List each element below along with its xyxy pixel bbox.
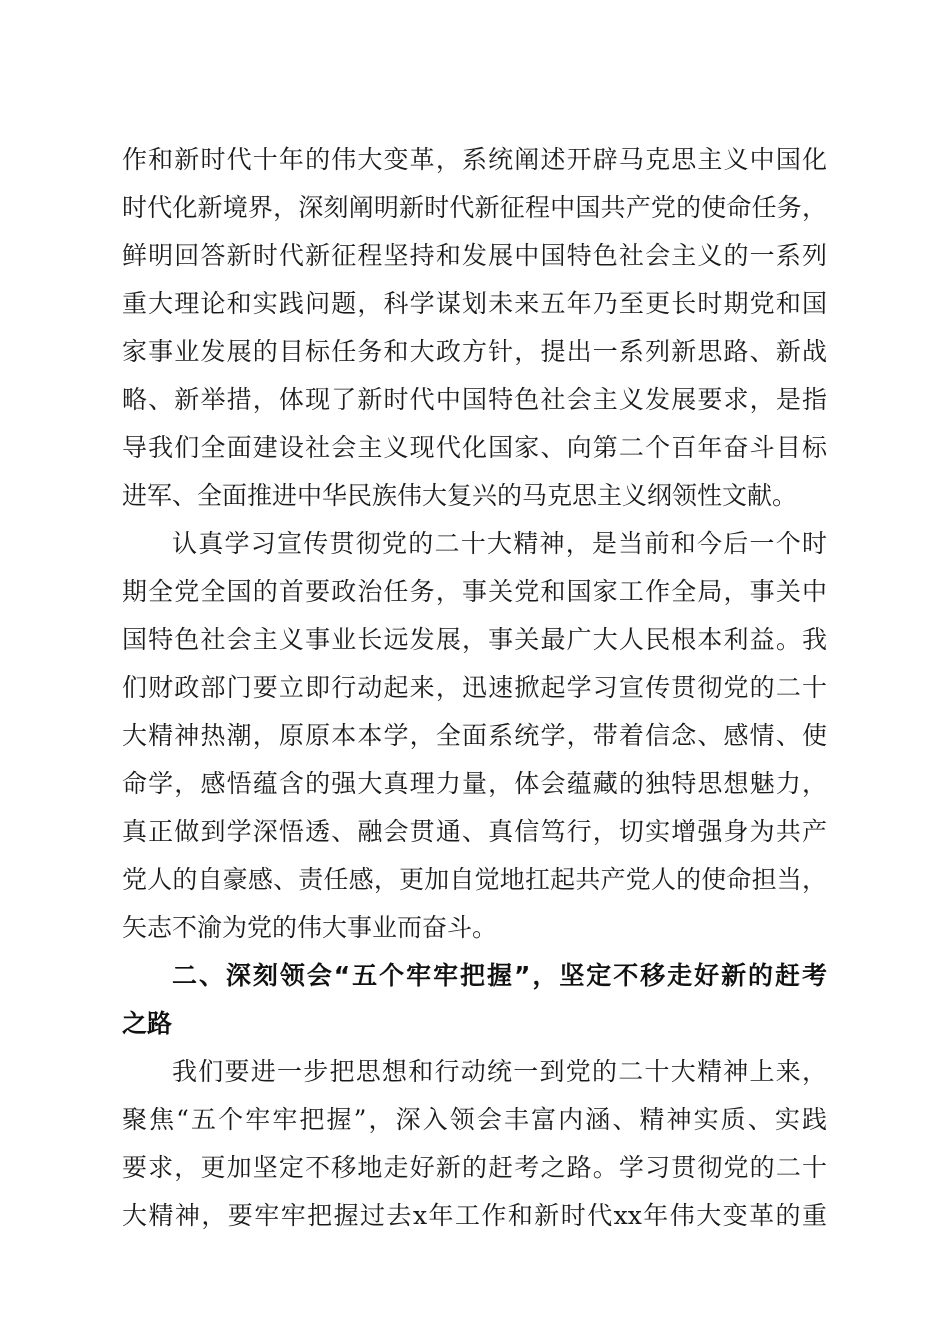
paragraph-2-line: 命学，感悟蕴含的强大真理力量，体会蕴藏的独特思想魅力， <box>122 769 827 798</box>
paragraph-2-line: 国特色社会主义事业长远发展，事关最广大人民根本利益。我 <box>122 625 827 654</box>
paragraph-1-line: 时代化新境界，深刻阐明新时代新征程中国共产党的使命任务， <box>122 193 827 222</box>
paragraph-1-line: 略、新举措，体现了新时代中国特色社会主义发展要求，是指 <box>122 385 827 414</box>
paragraph-2-line: 认真学习宣传贯彻党的二十大精神，是当前和今后一个时 <box>172 529 827 558</box>
paragraph-3-line: 我们要进一步把思想和行动统一到党的二十大精神上来， <box>172 1057 827 1086</box>
paragraph-3-line: 聚焦“五个牢牢把握”，深入领会丰富内涵、精神实质、实践 <box>122 1105 827 1134</box>
paragraph-3-line: 大精神，要牢牢把握过去x年工作和新时代xx年伟大变革的重 <box>122 1201 827 1230</box>
paragraph-2-line: 真正做到学深悟透、融会贯通、真信笃行，切实增强身为共产 <box>122 817 827 846</box>
paragraph-1-line: 导我们全面建设社会主义现代化国家、向第二个百年奋斗目标 <box>122 433 827 462</box>
paragraph-2-line: 矢志不渝为党的伟大事业而奋斗。 <box>122 913 498 942</box>
paragraph-2-line: 们财政部门要立即行动起来，迅速掀起学习宣传贯彻党的二十 <box>122 673 827 702</box>
section-heading-line: 之路 <box>122 1009 173 1038</box>
paragraph-2-line: 期全党全国的首要政治任务，事关党和国家工作全局，事关中 <box>122 577 827 606</box>
section-heading-line: 二、深刻领会“五个牢牢把握”，坚定不移走好新的赶考 <box>172 961 827 990</box>
paragraph-2-line: 大精神热潮，原原本本学，全面系统学，带着信念、感情、使 <box>122 721 827 750</box>
paragraph-1-line: 家事业发展的目标任务和大政方针，提出一系列新思路、新战 <box>122 337 827 366</box>
paragraph-3-line: 要求，更加坚定不移地走好新的赶考之路。学习贯彻党的二十 <box>122 1153 827 1182</box>
paragraph-2 <box>122 520 827 952</box>
paragraph-1 <box>122 136 827 520</box>
paragraph-1-line: 鲜明回答新时代新征程坚持和发展中国特色社会主义的一系列 <box>122 241 827 270</box>
paragraph-1-line: 重大理论和实践问题，科学谋划未来五年乃至更长时期党和国 <box>122 289 827 318</box>
paragraph-1-line: 作和新时代十年的伟大变革，系统阐述开辟马克思主义中国化 <box>122 145 827 174</box>
paragraph-2-line: 党人的自豪感、责任感，更加自觉地扛起共产党人的使命担当， <box>122 865 827 894</box>
paragraph-3 <box>122 1048 827 1240</box>
paragraph-1-line: 进军、全面推进中华民族伟大复兴的马克思主义纲领性文献。 <box>122 481 798 510</box>
section-heading <box>122 952 827 1048</box>
